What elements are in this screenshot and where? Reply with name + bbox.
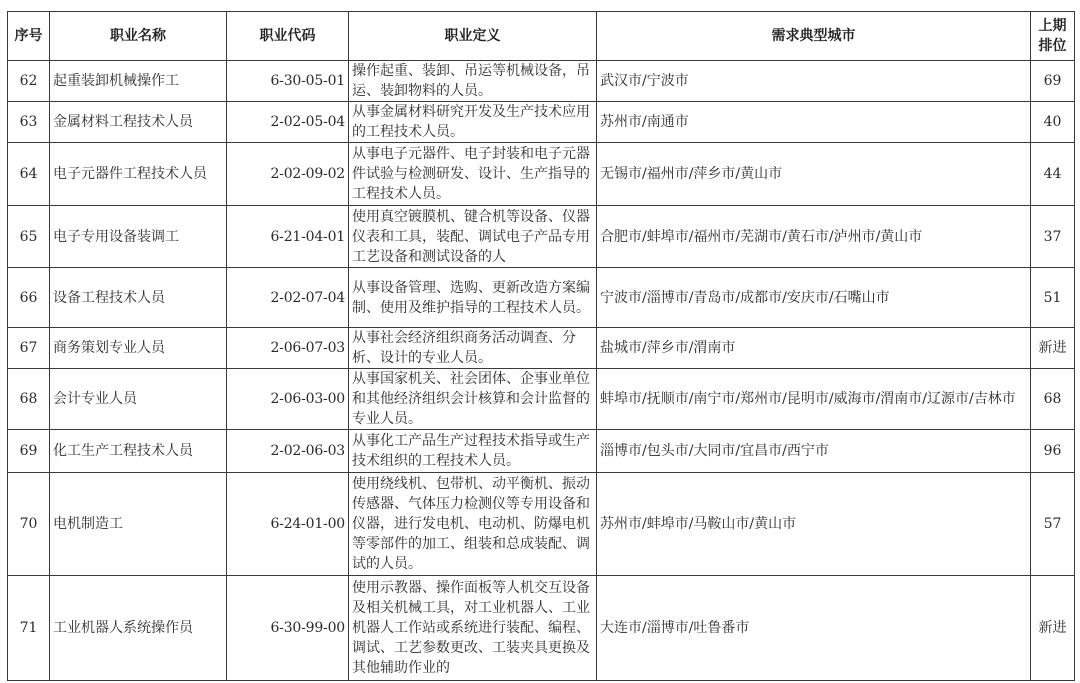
cell-code: 2-02-09-02 <box>227 143 349 206</box>
cell-code: 6-30-05-01 <box>227 61 349 102</box>
table-row <box>8 61 1075 102</box>
definition-text: 使用绕线机、包带机、动平衡机、振动传感器、气体压力检测仪等专用设备和仪器，进行发电机、电动机、防爆电机等零部件的加工、组装和总成装配、调试的人员。 <box>352 476 590 572</box>
table-row <box>8 206 1075 268</box>
cell-prev-rank: 68 <box>1031 369 1075 430</box>
cell-code: 2-02-06-03 <box>227 430 349 473</box>
header-no: 序号 <box>8 12 50 61</box>
cell-code: 6-24-01-00 <box>227 473 349 576</box>
cell-name: 起重装卸机械操作工 <box>50 61 227 102</box>
definition-text: 从事社会经济组织商务活动调查、分析、设计的专业人员。 <box>352 330 576 366</box>
cell-prev-rank: 37 <box>1031 206 1075 268</box>
cell-code: 6-21-04-01 <box>227 206 349 268</box>
cell-definition <box>349 61 597 102</box>
table-row <box>8 473 1075 576</box>
cell-name: 商务策划专业人员 <box>50 328 227 369</box>
cell-cities: 武汉市/宁波市 <box>597 61 1031 102</box>
cell-cities: 无锡市/福州市/萍乡市/黄山市 <box>597 143 1031 206</box>
cell-prev-rank: 40 <box>1031 102 1075 143</box>
header-prev-rank-line2: 排位 <box>1038 38 1067 54</box>
definition-text: 从事国家机关、社会团体、企事业单位和其他经济组织会计核算和会计监督的专业人员。 <box>352 371 590 427</box>
table-row <box>8 369 1075 430</box>
cell-cities: 合肥市/蚌埠市/福州市/芜湖市/黄石市/泸州市/黄山市 <box>597 206 1031 268</box>
cell-no: 64 <box>8 143 50 206</box>
cell-definition <box>349 268 597 328</box>
cell-prev-rank: 51 <box>1031 268 1075 328</box>
cell-prev-rank: 新进 <box>1031 328 1075 369</box>
cell-name: 电机制造工 <box>50 473 227 576</box>
header-prev-rank-line1: 上期 <box>1038 18 1067 34</box>
cell-definition <box>349 473 597 576</box>
definition-text: 操作起重、装卸、吊运等机械设备，吊运、装卸物料的人员。 <box>352 63 590 99</box>
cell-definition <box>349 143 597 206</box>
cell-no: 70 <box>8 473 50 576</box>
cell-name: 设备工程技术人员 <box>50 268 227 328</box>
cell-definition <box>349 206 597 268</box>
cell-definition <box>349 576 597 681</box>
table-header-row <box>8 12 1075 61</box>
cell-cities: 盐城市/萍乡市/渭南市 <box>597 328 1031 369</box>
definition-text: 从事金属材料研究开发及生产技术应用的工程技术人员。 <box>352 104 590 140</box>
cell-cities: 大连市/淄博市/吐鲁番市 <box>597 576 1031 681</box>
cell-no: 62 <box>8 61 50 102</box>
table-row <box>8 143 1075 206</box>
cell-no: 65 <box>8 206 50 268</box>
cell-code: 2-02-05-04 <box>227 102 349 143</box>
header-definition: 职业定义 <box>349 12 597 61</box>
cell-prev-rank: 69 <box>1031 61 1075 102</box>
cell-name: 电子元器件工程技术人员 <box>50 143 227 206</box>
table-row <box>8 102 1075 143</box>
header-name: 职业名称 <box>50 12 227 61</box>
cell-name: 金属材料工程技术人员 <box>50 102 227 143</box>
cell-code: 6-30-99-00 <box>227 576 349 681</box>
header-prev-rank <box>1031 12 1075 61</box>
cell-no: 63 <box>8 102 50 143</box>
cell-no: 71 <box>8 576 50 681</box>
cell-prev-rank: 96 <box>1031 430 1075 473</box>
cell-no: 67 <box>8 328 50 369</box>
cell-cities: 苏州市/南通市 <box>597 102 1031 143</box>
cell-cities: 宁波市/淄博市/青岛市/成都市/安庆市/石嘴山市 <box>597 268 1031 328</box>
cell-no: 69 <box>8 430 50 473</box>
cell-code: 2-02-07-04 <box>227 268 349 328</box>
cell-definition <box>349 328 597 369</box>
cell-no: 66 <box>8 268 50 328</box>
cell-prev-rank: 新进 <box>1031 576 1075 681</box>
cell-code: 2-06-03-00 <box>227 369 349 430</box>
cell-prev-rank: 57 <box>1031 473 1075 576</box>
table-row <box>8 328 1075 369</box>
cell-name: 会计专业人员 <box>50 369 227 430</box>
cell-no: 68 <box>8 369 50 430</box>
cell-cities: 苏州市/蚌埠市/马鞍山市/黄山市 <box>597 473 1031 576</box>
header-cities: 需求典型城市 <box>597 12 1031 61</box>
cell-definition <box>349 430 597 473</box>
table-row <box>8 576 1075 681</box>
definition-text: 从事设备管理、选购、更新改造方案编制、使用及维护指导的工程技术人员。 <box>352 279 590 316</box>
definition-text: 使用真空镀膜机、键合机等设备、仪器仪表和工具，装配、调试电子产品专用工艺设备和测试设备的人 <box>352 208 590 265</box>
cell-name: 化工生产工程技术人员 <box>50 430 227 473</box>
table-row <box>8 430 1075 473</box>
cell-prev-rank: 44 <box>1031 143 1075 206</box>
table-row <box>8 268 1075 328</box>
cell-cities: 淄博市/包头市/大同市/宜昌市/西宁市 <box>597 430 1031 473</box>
cell-name: 电子专用设备装调工 <box>50 206 227 268</box>
cell-definition <box>349 369 597 430</box>
cell-name: 工业机器人系统操作员 <box>50 576 227 681</box>
cell-cities: 蚌埠市/抚顺市/南宁市/郑州市/昆明市/威海市/渭南市/辽源市/吉林市 <box>597 369 1031 430</box>
header-code: 职业代码 <box>227 12 349 61</box>
definition-text: 从事化工产品生产过程技术指导或生产技术组织的工程技术人员。 <box>352 433 590 469</box>
definition-text: 从事电子元器件、电子封装和电子元器件试验与检测研发、设计、生产指导的工程技术人员。 <box>352 146 590 202</box>
occupation-ranking-table <box>7 11 1075 681</box>
definition-text: 使用示教器、操作面板等人机交互设备及相关机械工具，对工业机器人、工业机器人工作站或系统进行装配、编程、调试、工艺参数更改、工装夹具更换及其他辅助作业的 <box>352 580 590 676</box>
cell-code: 2-06-07-03 <box>227 328 349 369</box>
cell-definition <box>349 102 597 143</box>
